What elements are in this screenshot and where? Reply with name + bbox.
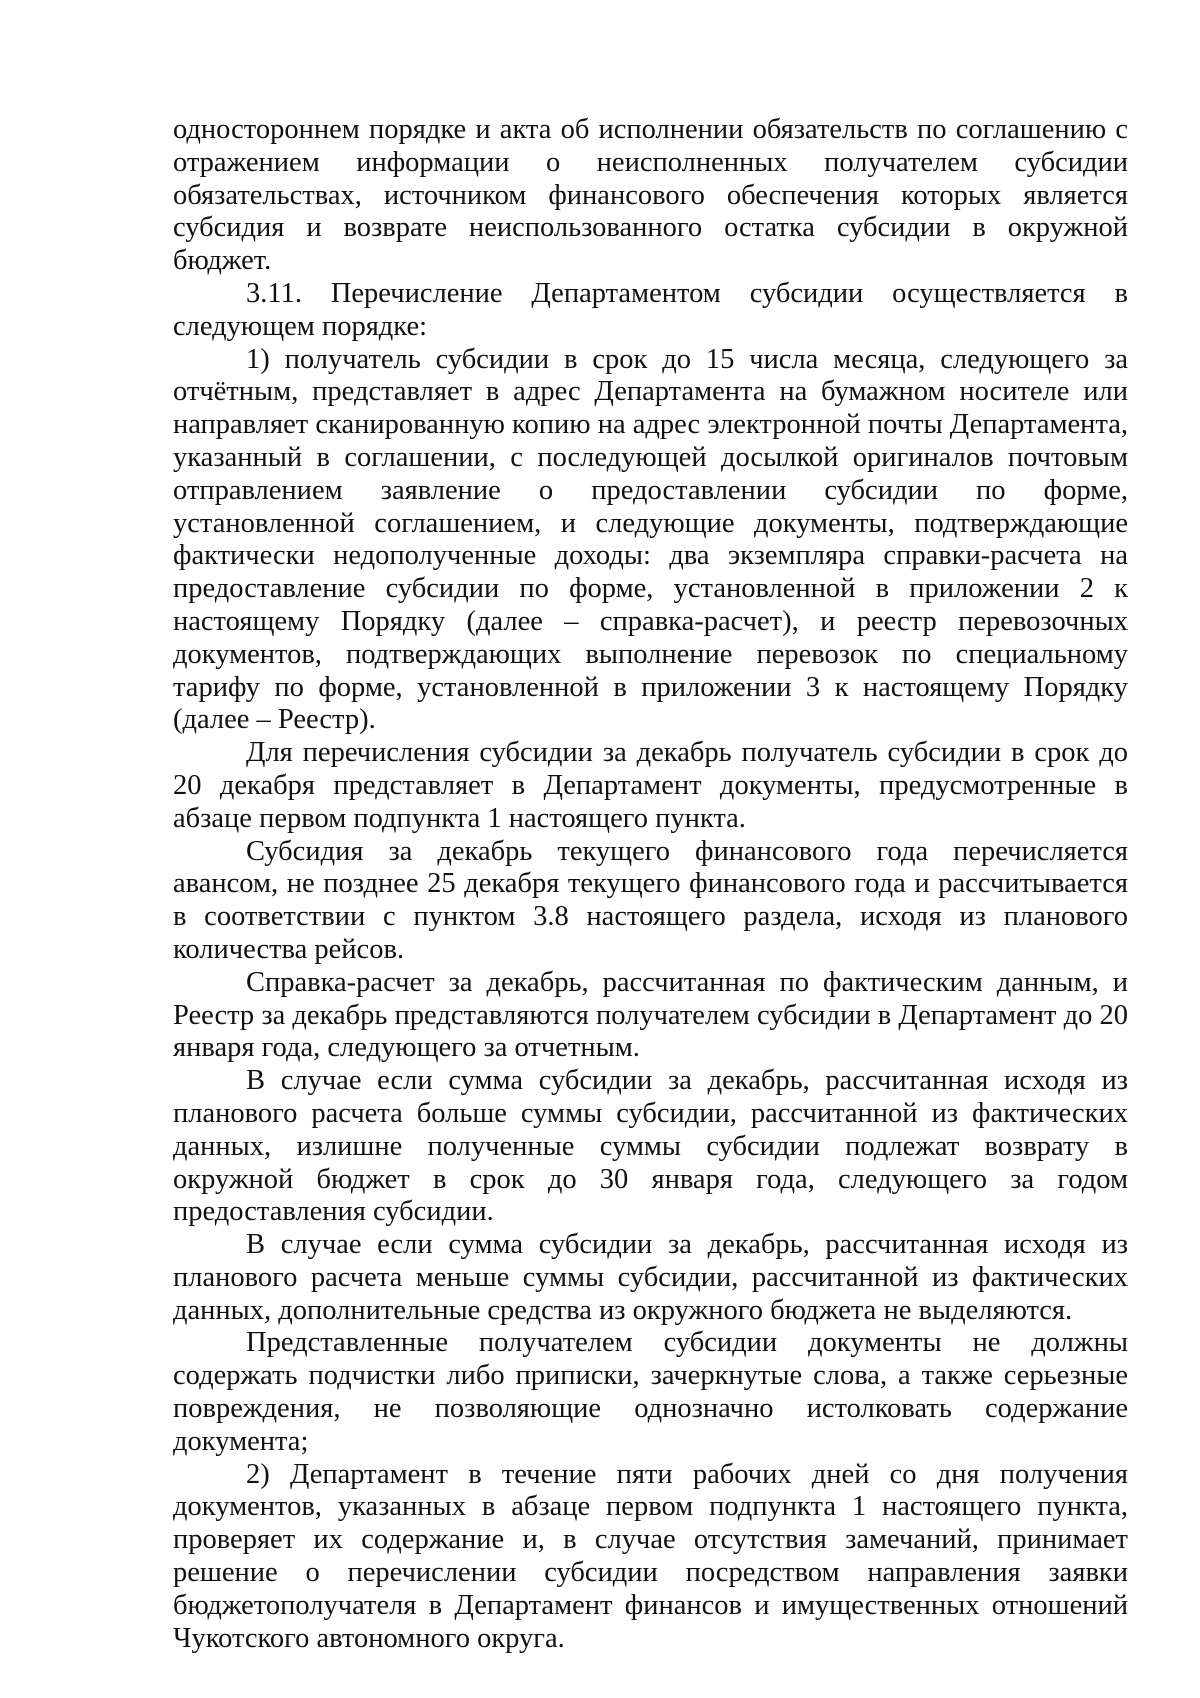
- paragraph-underpayment: В случае если сумма субсидии за декабрь, рассчитанная исходя из планового расчета меньше суммы субсидии, рассчитанной из фактических данных, дополнительные средства из окружного бюджета не выделяются.: [173, 1229, 1128, 1326]
- paragraph-december-advance: Субсидия за декабрь текущего финансового года перечисляется авансом, не позднее 25 декабря текущего финансового года и рассчитывается в соответствии с пунктом 3.8 настоящего раздела, исходя из планового количества рейсов.: [173, 835, 1128, 965]
- paragraph-document-requirements: Представленные получателем субсидии документы не должны содержать подчистки либо приписки, зачеркнутые слова, а также серьезные повреждения, не позволяющие однозначно истолковать содержание документа;: [173, 1327, 1128, 1457]
- paragraph-continuation: одностороннем порядке и акта об исполнении обязательств по соглашению с отражением информации о неисполненных получателем субсидии обязательствах, источником финансового обеспечения которых является субсидия и возврате неиспользованного остатка субсидии в окружной бюджет.: [173, 114, 1128, 277]
- paragraph-subclause-2: 2) Департамент в течение пяти рабочих дней со дня получения документов, указанных в абзаце первом подпункта 1 настоящего пункта, проверяет их содержание и, в случае отсутствия замечаний, принимает решение о перечислении субсидии посредством направления заявки бюджетополучателя в Департамент финансов и имущественных отношений Чукотского автономного округа.: [173, 1458, 1128, 1654]
- paragraph-subclause-1: 1) получатель субсидии в срок до 15 числа месяца, следующего за отчётным, представляет в адрес Департамента на бумажном носителе или направляет сканированную копию на адрес электронной почты Департамента, указанный в соглашении, с последующей досылкой оригиналов почтовым отправлением заявление о предоставлении субсидии по форме, установленной соглашением, и следующие документы, подтверждающие фактически недополученные доходы: два экземпляра справки-расчета на предоставление субсидии по форме, установленной в приложении 2 к настоящему Порядку (далее – справка-расчет), и реестр перевозочных документов, подтверждающих выполнение перевозок по специальному тарифу по форме, установленной в приложении 3 к настоящему Порядку (далее – Реестр).: [173, 343, 1128, 736]
- paragraph-december-report: Справка-расчет за декабрь, рассчитанная по фактическим данным, и Реестр за декабрь представляются получателем субсидии в Департамент до 20 января года, следующего за отчетным.: [173, 966, 1128, 1064]
- document-page: [173, 114, 1128, 1655]
- paragraph-overpayment-return: В случае если сумма субсидии за декабрь, рассчитанная исходя из планового расчета больше суммы субсидии, рассчитанной из фактических данных, излишне полученные суммы субсидии подлежат возврату в окружной бюджет в срок до 30 января года, следующего за годом предоставления субсидии.: [173, 1065, 1128, 1228]
- paragraph-december-transfer: Для перечисления субсидии за декабрь получатель субсидии в срок до 20 декабря представляет в Департамент документы, предусмотренные в абзаце первом подпункта 1 настоящего пункта.: [173, 737, 1128, 834]
- paragraph-clause-3-11: 3.11. Перечисление Департаментом субсидии осуществляется в следующем порядке:: [173, 277, 1128, 342]
